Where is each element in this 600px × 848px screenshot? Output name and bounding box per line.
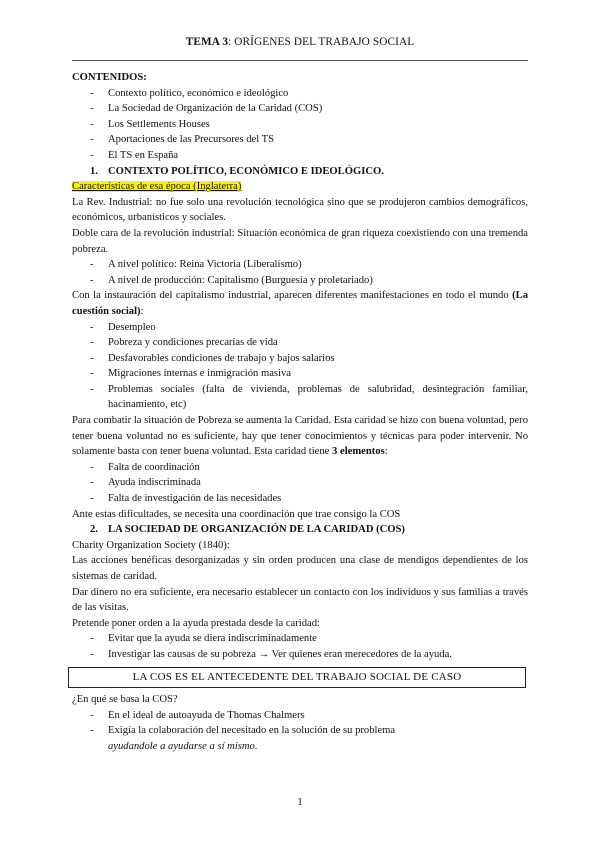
paragraph: La Rev. Industrial: no fue solo una revolución tecnológica sino que se produjeron cambios demográficos, económicos, urbanísticos y sociales. [72, 196, 528, 224]
list-item: - Ayuda indiscriminada [72, 475, 528, 491]
bases-list [72, 708, 528, 739]
page-header [72, 36, 528, 48]
header-rule [72, 60, 528, 61]
paragraph [72, 413, 528, 460]
paragraph-text: : [384, 446, 388, 458]
list-item: - En el ideal de autoayuda de Thomas Chalmers [72, 708, 528, 724]
list-item: - Aportaciones de las Precursores del TS [72, 132, 528, 148]
aims-list [72, 631, 528, 662]
social-question-term: (La cuestión social) [72, 290, 528, 317]
paragraph: Ante estas dificultades, se necesita una coordinación que trae consigo la COS [72, 508, 401, 520]
highlighted-subheading: Características de esa época (Inglaterra) [72, 181, 242, 193]
section-1-title-text: CONTEXTO POLÍTICO, ECONÓMICO E IDEOLÓGICO. [108, 165, 384, 177]
list-item: - Exigía la colaboración del necesitado en la solución de su problema [72, 723, 528, 739]
list-item: - Evitar que la ayuda se diera indiscriminadamente [72, 631, 528, 647]
boxed-statement: LA COS ES EL ANTECEDENTE DEL TRABAJO SOCIAL DE CASO [68, 667, 526, 689]
header-title: : ORÍGENES DEL TRABAJO SOCIAL [228, 36, 415, 48]
list-item: - Migraciones internas e inmigración masiva [72, 366, 528, 382]
list-item: - Desfavorables condiciones de trabajo y bajos salarios [72, 351, 528, 367]
section-2-title [72, 522, 528, 538]
paragraph [72, 288, 528, 319]
list-item: - Falta de investigación de las necesidades [72, 491, 528, 507]
paragraph: Las acciones benéficas desorganizadas y sin orden producen una clase de mendigos dependientes de los sistemas de caridad. [72, 555, 528, 582]
list-item: - Contexto político, económico e ideológico [72, 86, 528, 102]
list-item: - La Sociedad de Organización de la Caridad (COS) [72, 101, 528, 117]
paragraph: Charity Organization Society (1840): [72, 539, 230, 551]
paragraph-text: Para combatir la situación de Pobreza se aumenta la Caridad. Esta caridad se hizo con buena voluntad, pero tener buena voluntad no es suficiente, hay que tener conocimientos y técnicas para poder intervenir. No solamente basta con tener buena voluntad. Esta caridad tiene [72, 415, 528, 458]
question: ¿En qué se basa la COS? [72, 694, 178, 706]
page-content [72, 70, 528, 755]
paragraph: Pretende poner orden a la ayuda prestada desde la caridad: [72, 617, 320, 629]
list-item: - Los Settlements Houses [72, 117, 528, 133]
list-item: - Investigar las causas de su pobreza → Ver quienes eran merecedores de la ayuda. [72, 647, 528, 663]
page-number: 1 [297, 796, 303, 808]
section-1-title [72, 164, 528, 180]
list-item: - Pobreza y condiciones precarias de vida [72, 335, 528, 351]
section-1-number: 1. [90, 165, 98, 177]
section-2-number: 2. [90, 524, 98, 536]
paragraph-text: : [140, 305, 144, 317]
list-item: - A nivel político: Reina Victoria (Liberalismo) [72, 257, 528, 273]
list-item: - Falta de coordinación [72, 460, 528, 476]
levels-list [72, 257, 528, 288]
paragraph: Dar dinero no era suficiente, era necesario establecer un contacto con los individuos y sus familias a través de las visitas. [72, 586, 528, 614]
paragraph: Doble cara de la revolución industrial: Situación económica de gran riqueza coexistiendo con una tremenda pobreza. [72, 227, 528, 255]
section-2-title-text: LA SOCIEDAD DE ORGANIZACIÓN DE LA CARIDAD (COS) [108, 524, 405, 536]
header-topic: TEMA 3 [185, 36, 229, 48]
italic-note: ayudandole a ayudarse a sí mismo. [108, 740, 258, 752]
list-item: - El TS en España [72, 148, 528, 164]
manifestations-list [72, 320, 528, 414]
contents-heading: CONTENIDOS: [72, 72, 147, 83]
contents-list [72, 86, 528, 164]
list-item: - A nivel de producción: Capitalismo (Burguesía y proletariado) [72, 273, 528, 289]
elements-list [72, 460, 528, 507]
paragraph-text: Con la instauración del capitalismo industrial, aparecen diferentes manifestaciones en todo el mundo [72, 290, 513, 302]
elements-term: 3 elementos [332, 446, 385, 458]
list-item: - Problemas sociales (falta de vivienda, problemas de salubridad, desintegración familiar, hacinamiento, etc) [72, 382, 528, 413]
list-item: - Desempleo [72, 320, 528, 336]
